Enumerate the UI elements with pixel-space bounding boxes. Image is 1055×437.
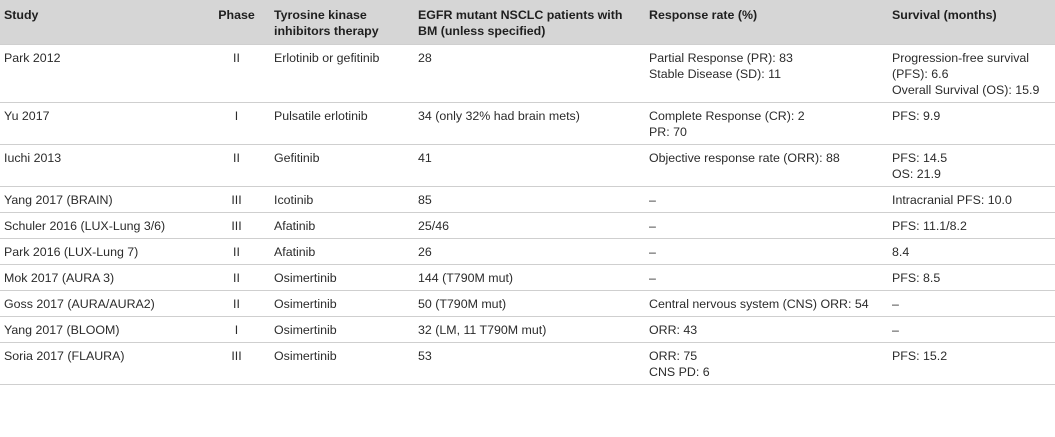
cell-study: Yang 2017 (BLOOM) [0, 316, 203, 342]
cell-therapy: Afatinib [270, 238, 414, 264]
response-line: PR: 70 [649, 124, 687, 139]
survival-line: PFS: 11.1/8.2 [892, 218, 967, 233]
survival-line: PFS: 9.9 [892, 108, 941, 123]
survival-line: – [892, 322, 899, 337]
cell-patients: 50 (T790M mut) [414, 290, 645, 316]
cell-patients: 32 (LM, 11 T790M mut) [414, 316, 645, 342]
response-line: Partial Response (PR): 83 [649, 50, 793, 65]
cell-response [645, 102, 888, 144]
response-line: ORR: 75 [649, 348, 698, 363]
table-row [0, 342, 1055, 384]
cell-survival [888, 264, 1055, 290]
cell-phase: II [203, 264, 270, 290]
cell-phase: III [203, 186, 270, 212]
cell-response [645, 264, 888, 290]
cell-therapy: Pulsatile erlotinib [270, 102, 414, 144]
cell-survival [888, 144, 1055, 186]
header-patients: EGFR mutant NSCLC patients with BM (unless specified) [414, 0, 645, 44]
cell-phase: III [203, 342, 270, 384]
cell-survival [888, 290, 1055, 316]
cell-survival [888, 186, 1055, 212]
cell-patients: 26 [414, 238, 645, 264]
response-line: Stable Disease (SD): 11 [649, 66, 781, 81]
cell-phase: II [203, 290, 270, 316]
survival-line: PFS: 8.5 [892, 270, 941, 285]
cell-patients: 41 [414, 144, 645, 186]
table-row [0, 290, 1055, 316]
survival-line: PFS: 15.2 [892, 348, 948, 363]
cell-patients: 25/46 [414, 212, 645, 238]
cell-survival [888, 342, 1055, 384]
table-header [0, 0, 1055, 44]
response-line: Central nervous system (CNS) ORR: 54 [649, 296, 869, 311]
cell-patients: 85 [414, 186, 645, 212]
survival-line: 8.4 [892, 244, 910, 259]
cell-patients: 144 (T790M mut) [414, 264, 645, 290]
cell-therapy: Osimertinib [270, 290, 414, 316]
cell-therapy: Osimertinib [270, 316, 414, 342]
header-response: Response rate (%) [645, 0, 888, 44]
survival-line: Progression-free survival (PFS): 6.6 [892, 50, 1030, 81]
cell-phase: II [203, 144, 270, 186]
table-row [0, 264, 1055, 290]
response-line: – [649, 244, 656, 259]
table-row [0, 238, 1055, 264]
cell-patients: 28 [414, 44, 645, 102]
cell-phase: I [203, 316, 270, 342]
response-line: Complete Response (CR): 2 [649, 108, 805, 123]
header-survival: Survival (months) [888, 0, 1055, 44]
cell-therapy: Erlotinib or gefitinib [270, 44, 414, 102]
response-line: – [649, 218, 656, 233]
survival-line: Overall Survival (OS): 15.9 [892, 82, 1040, 97]
survival-line: PFS: 14.5 [892, 150, 948, 165]
header-study: Study [0, 0, 203, 44]
table-row [0, 186, 1055, 212]
header-therapy: Tyrosine kinase inhibitors therapy [270, 0, 414, 44]
cell-response [645, 238, 888, 264]
survival-line: OS: 21.9 [892, 166, 941, 181]
cell-study: Yu 2017 [0, 102, 203, 144]
cell-therapy: Afatinib [270, 212, 414, 238]
cell-response [645, 144, 888, 186]
cell-study: Park 2012 [0, 44, 203, 102]
cell-survival [888, 44, 1055, 102]
cell-patients: 34 (only 32% had brain mets) [414, 102, 645, 144]
cell-phase: I [203, 102, 270, 144]
cell-response [645, 186, 888, 212]
cell-response [645, 342, 888, 384]
cell-study: Iuchi 2013 [0, 144, 203, 186]
header-row [0, 0, 1055, 44]
cell-study: Schuler 2016 (LUX-Lung 3/6) [0, 212, 203, 238]
cell-patients: 53 [414, 342, 645, 384]
table-row [0, 102, 1055, 144]
cell-study: Yang 2017 (BRAIN) [0, 186, 203, 212]
response-line: – [649, 192, 656, 207]
cell-study: Goss 2017 (AURA/AURA2) [0, 290, 203, 316]
survival-line: Intracranial PFS: 10.0 [892, 192, 1012, 207]
cell-therapy: Icotinib [270, 186, 414, 212]
cell-response [645, 316, 888, 342]
cell-survival [888, 102, 1055, 144]
table-body [0, 44, 1055, 384]
cell-study: Mok 2017 (AURA 3) [0, 264, 203, 290]
cell-phase: II [203, 44, 270, 102]
survival-line: – [892, 296, 899, 311]
cell-response [645, 212, 888, 238]
cell-survival [888, 212, 1055, 238]
cell-therapy: Osimertinib [270, 264, 414, 290]
cell-response [645, 44, 888, 102]
cell-survival [888, 238, 1055, 264]
cell-therapy: Gefitinib [270, 144, 414, 186]
cell-response [645, 290, 888, 316]
cell-phase: II [203, 238, 270, 264]
cell-study: Park 2016 (LUX-Lung 7) [0, 238, 203, 264]
table-row [0, 316, 1055, 342]
cell-study: Soria 2017 (FLAURA) [0, 342, 203, 384]
response-line: – [649, 270, 656, 285]
header-phase: Phase [203, 0, 270, 44]
cell-phase: III [203, 212, 270, 238]
table-row [0, 44, 1055, 102]
response-line: Objective response rate (ORR): 88 [649, 150, 840, 165]
response-line: ORR: 43 [649, 322, 698, 337]
table-row [0, 212, 1055, 238]
response-line: CNS PD: 6 [649, 364, 710, 379]
cell-therapy: Osimertinib [270, 342, 414, 384]
table-row [0, 144, 1055, 186]
cell-survival [888, 316, 1055, 342]
